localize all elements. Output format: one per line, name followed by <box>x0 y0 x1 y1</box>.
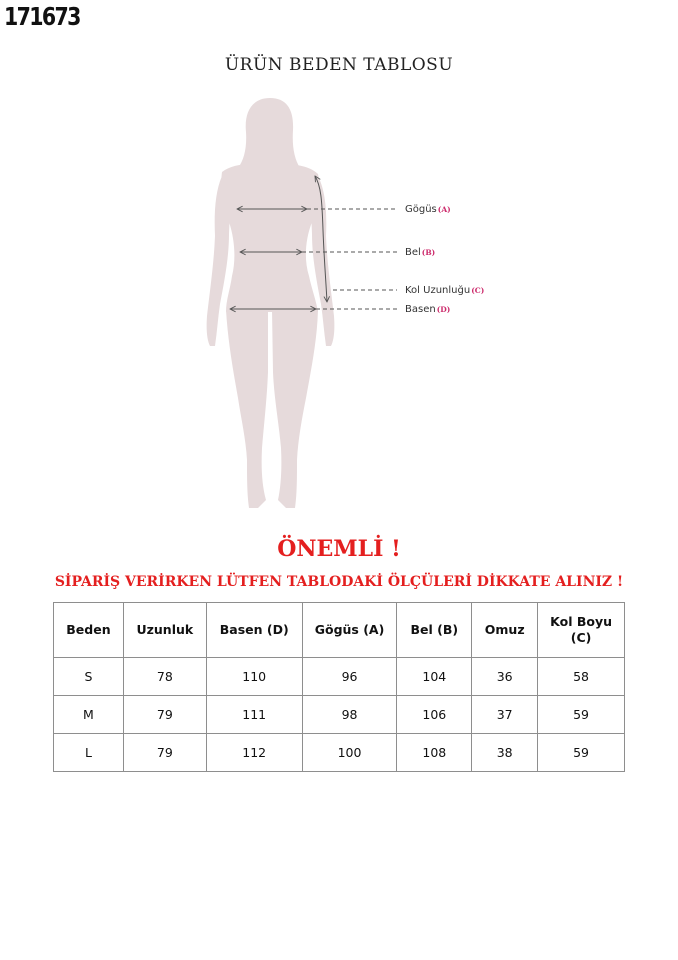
table-cell: 79 <box>123 696 206 734</box>
label-kol-uzunlugu: Kol Uzunluğu <box>405 285 471 296</box>
table-row <box>54 658 625 696</box>
code-d: (D) <box>436 305 451 314</box>
table-cell: M <box>54 696 124 734</box>
code-a: (A) <box>437 205 451 214</box>
table-cell: 110 <box>206 658 302 696</box>
table-row <box>54 734 625 772</box>
table-cell: 98 <box>302 696 397 734</box>
header-uzunluk: Uzunluk <box>123 603 206 658</box>
label-basen: Basen <box>405 304 436 315</box>
code-c: (C) <box>471 286 485 295</box>
warning-text: SİPARİŞ VERİRKEN LÜTFEN TABLODAKİ ÖLÇÜLERİ DİKKATE ALINIZ ! <box>54 574 624 590</box>
body-measurement-diagram <box>0 90 678 515</box>
header-bel: Bel (B) <box>397 603 472 658</box>
table-cell: 36 <box>472 658 538 696</box>
table-cell: 37 <box>472 696 538 734</box>
header-beden: Beden <box>54 603 124 658</box>
table-cell: L <box>54 734 124 772</box>
header-omuz: Omuz <box>472 603 538 658</box>
product-code: 171673 <box>4 2 80 31</box>
table-header-row <box>54 603 625 658</box>
table-cell: 58 <box>538 658 625 696</box>
page-title: ÜRÜN BEDEN TABLOSU <box>224 55 454 75</box>
header-basen: Basen (D) <box>206 603 302 658</box>
table-cell: 59 <box>538 734 625 772</box>
table-cell: S <box>54 658 124 696</box>
important-heading: ÖNEMLİ ! <box>277 536 401 562</box>
table-cell: 78 <box>123 658 206 696</box>
svg-text:Gögüs(A) <box>405 204 451 215</box>
table-cell: 112 <box>206 734 302 772</box>
svg-text:Bel(B) <box>405 247 435 258</box>
table-cell: 59 <box>538 696 625 734</box>
label-bel: Bel <box>405 247 421 258</box>
measurement-labels <box>405 204 484 315</box>
table-cell: 38 <box>472 734 538 772</box>
size-table <box>53 602 625 772</box>
table-row <box>54 696 625 734</box>
table-cell: 79 <box>123 734 206 772</box>
label-gogus: Gögüs <box>405 204 437 215</box>
table-cell: 108 <box>397 734 472 772</box>
code-b: (B) <box>421 248 436 257</box>
svg-text:Basen(D) <box>405 304 450 315</box>
table-cell: 100 <box>302 734 397 772</box>
body-silhouette <box>207 98 335 508</box>
table-cell: 106 <box>397 696 472 734</box>
table-cell: 111 <box>206 696 302 734</box>
header-gogus: Gögüs (A) <box>302 603 397 658</box>
header-kol-boyu: Kol Boyu (C) <box>538 603 625 658</box>
table-cell: 104 <box>397 658 472 696</box>
table-cell: 96 <box>302 658 397 696</box>
svg-text:Kol Uzunluğu(C) <box>405 284 484 296</box>
